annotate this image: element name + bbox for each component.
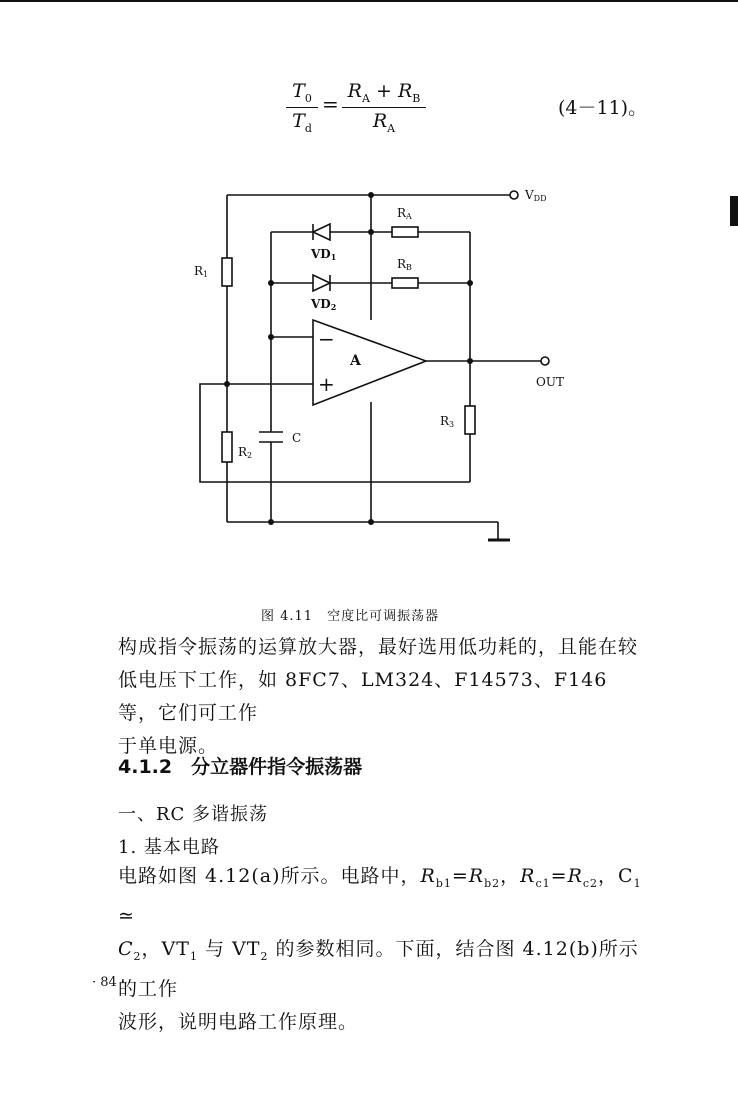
text-run: 2 [260, 949, 269, 963]
paragraph-2-line-2 [118, 933, 648, 1006]
junction-dot [467, 358, 473, 364]
text-run: ， [500, 865, 521, 887]
vd1-diode [313, 224, 330, 240]
text-run: 与 VT [197, 937, 261, 960]
paragraph-2-line-3: 波形，说明电路工作原理。 [118, 1010, 359, 1033]
eq-rhs-plus: + [375, 80, 392, 102]
ra-label: RA [397, 206, 412, 221]
paragraph-1-line: 低电压下工作，如 8FC7、LM324、F14573、F146 等，它们可工作 [118, 669, 608, 724]
paragraph-2-line-1 [118, 860, 648, 933]
eq-rhs-num-a-sub: A [361, 91, 370, 105]
r2-label: R2 [238, 445, 253, 460]
paragraph-1 [118, 631, 648, 763]
paragraph-2 [118, 860, 648, 1039]
text-run: R [468, 865, 485, 887]
eq-equals: = [322, 92, 339, 116]
text-run: 2 [133, 949, 142, 963]
junction-dot [368, 229, 374, 235]
minus-sign: − [318, 327, 335, 351]
text-run: c1 [535, 876, 551, 890]
eq-lhs-num: T [292, 80, 305, 102]
text-run: 电路如图 4.12(a)所示。电路中， [118, 865, 421, 887]
text-run: b1 [435, 876, 452, 890]
r3-resistor [465, 406, 475, 434]
eq-lhs-den-sub: d [304, 121, 312, 135]
vd2-diode [313, 275, 330, 291]
r3-label: R3 [440, 414, 455, 429]
rb-label: RB [397, 257, 412, 272]
eq-rhs-num-b: R [397, 80, 413, 102]
eq-rhs-den: R [372, 109, 388, 132]
paragraph-1-line: 于单电源。 [118, 735, 219, 757]
out-label: OUT [536, 375, 564, 389]
r1-label: R1 [194, 264, 209, 279]
text-run: ≃ [118, 904, 135, 927]
text-run: c2 [582, 876, 599, 890]
section-heading: 4.1.2 分立器件指令振荡器 [118, 756, 363, 778]
junction-dot [224, 381, 230, 387]
vd2-label: VD2 [311, 297, 337, 312]
junction-dot [467, 280, 473, 286]
junction-dot [268, 334, 274, 340]
junction-dot [368, 192, 374, 198]
rb-resistor [392, 278, 418, 288]
plus-sign: + [318, 372, 335, 396]
eq-rhs-num-a: R [347, 80, 362, 102]
out-terminal [541, 357, 549, 365]
subsection-heading-2: 1. 基本电路 [118, 837, 220, 858]
r1-resistor [222, 258, 232, 286]
r2-resistor [222, 432, 232, 462]
text-run: 1 [189, 949, 198, 963]
text-run: b2 [484, 876, 501, 890]
opamp-label: A [350, 353, 361, 369]
figure-caption: 图 4.11 空度比可调振荡器 [261, 609, 440, 624]
junction-dot [368, 519, 374, 525]
c-label: C [292, 431, 302, 445]
text-run: 1 [633, 876, 642, 890]
junction-dot [268, 280, 274, 286]
text-run: ，VT [141, 937, 190, 960]
page-number: · 84 · [92, 975, 126, 990]
text-run: = [451, 865, 469, 887]
feedback-loop-wire [200, 384, 470, 482]
text-run: = [550, 865, 568, 887]
vd1-label: VD1 [311, 247, 337, 262]
text-run: R [420, 865, 436, 887]
junction-dot [268, 519, 274, 525]
text-run: C [118, 937, 134, 960]
vdd-terminal [510, 191, 518, 199]
eq-lhs-num-sub: 0 [304, 91, 312, 105]
equation-number: (4－11)。 [558, 97, 648, 119]
subsection-heading-1: 一、RC 多谐振荡 [118, 804, 269, 825]
text-run: 的参数相同。下面，结合图 4.12(b)所示的工作 [118, 937, 639, 1000]
text-run: R [567, 865, 583, 887]
ra-resistor [392, 227, 418, 237]
vdd-label: VDD [525, 188, 547, 203]
eq-rhs-num-b-sub: B [412, 91, 421, 105]
text-run: R [520, 865, 536, 887]
eq-rhs-den-sub: A [387, 121, 396, 135]
eq-lhs-den: T [292, 109, 305, 132]
paragraph-1-line: 构成指令振荡的运算放大器，最好选用低功耗的，且能在较 [118, 636, 639, 658]
text-run: ，C [598, 865, 634, 887]
